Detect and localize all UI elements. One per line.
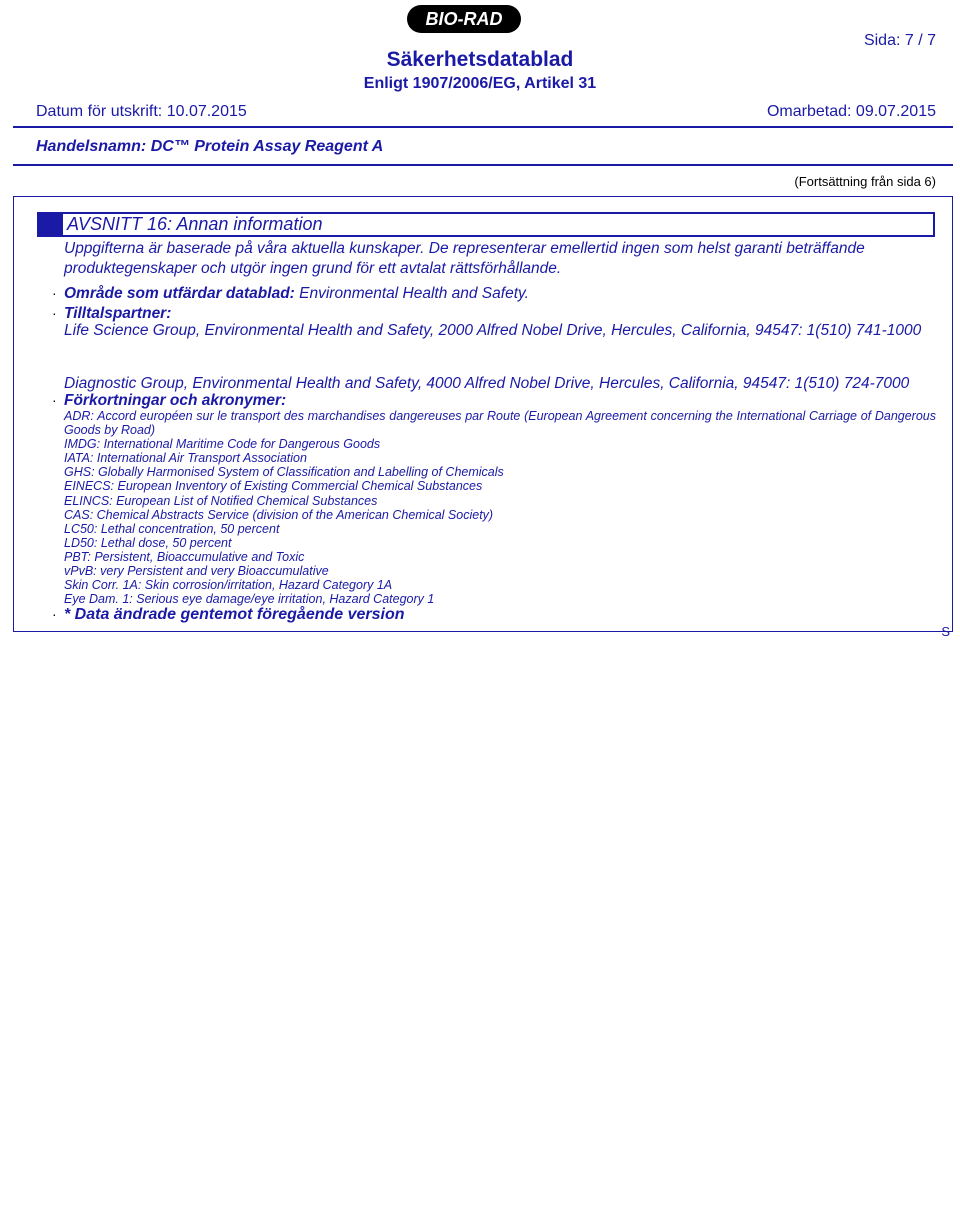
contact-label: Tilltalspartner:: [64, 305, 172, 322]
abbr-item-skin-corr: Skin Corr. 1A: Skin corrosion/irritation, Hazard Category 1A: [64, 578, 393, 593]
issuer-label: Område som utfärdar datablad:: [64, 285, 295, 302]
document-title: Säkerhetsdatablad: [386, 48, 574, 71]
abbr-item-vpvb: vPvB: very Persistent and very Bioaccumulative: [64, 564, 329, 579]
header-rule: [13, 126, 953, 128]
bio-rad-logo: [406, 4, 522, 34]
section-heading: [37, 212, 935, 237]
abbr-item-iata: IATA: International Air Transport Association: [64, 451, 307, 466]
abbr-item-lc50: LC50: Lethal concentration, 50 percent: [64, 521, 280, 536]
page-number: Sida: 7 / 7: [863, 32, 936, 49]
contact-life-science: Life Science Group, Environmental Health and Safety, 2000 Alfred Nobel Drive, Hercules, California, 94547: 1(510) 741-1000: [64, 322, 922, 339]
abbr-item-ghs: GHS: Globally Harmonised System of Classification and Labelling of Chemicals: [64, 465, 504, 480]
intro-text: Uppgifterna är baserade på våra aktuella kunskaper. De representerar emellertid ingen som helst garanti beträffande produktegenskaper och utgör ingen grund för ett avtalat rättsförhållande.: [64, 240, 865, 277]
changed-note: * Data ändrade gentemot föregående version: [64, 606, 405, 623]
abbr-item-cas: CAS: Chemical Abstracts Service (division of the American Chemical Society): [64, 507, 494, 522]
abbr-item-pbt: PBT: Persistent, Bioaccumulative and Toxic: [64, 549, 305, 564]
footer-mark: S: [941, 624, 950, 639]
abbr-item-ld50: LD50: Lethal dose, 50 percent: [64, 535, 232, 550]
abbr-item-elincs: ELINCS: European List of Notified Chemical Substances: [64, 493, 378, 508]
section-title: AVSNITT 16: Annan information: [63, 214, 933, 235]
abbr-item-einecs: EINECS: European Inventory of Existing Commercial Chemical Substances: [64, 479, 483, 494]
document-subtitle: Enligt 1907/2006/EG, Artikel 31: [363, 75, 597, 92]
issuer-value: Environmental Health and Safety.: [299, 285, 529, 302]
print-date: Datum för utskrift: 10.07.2015: [36, 103, 247, 120]
abbr-item-eye-dam: Eye Dam. 1: Serious eye damage/eye irritation, Hazard Category 1: [64, 592, 435, 607]
abbr-label: Förkortningar och akronymer:: [64, 392, 287, 409]
revised-date: Omarbetad: 09.07.2015: [766, 103, 936, 120]
abbr-item-imdg: IMDG: International Maritime Code for Dangerous Goods: [64, 437, 381, 452]
abbreviation-list: [64, 409, 936, 606]
continued-note: (Fortsättning från sida 6): [794, 174, 936, 189]
product-name: Handelsnamn: DC™ Protein Assay Reagent A: [36, 138, 384, 155]
svg-text:BIO-RAD: BIO-RAD: [425, 9, 503, 29]
product-rule: [13, 164, 953, 166]
contact-diagnostic: Diagnostic Group, Environmental Health and Safety, 4000 Alfred Nobel Drive, Hercules, California, 94547: 1(510) 724-7000: [64, 375, 910, 392]
abbr-item-adr: ADR: Accord européen sur le transport des marchandises dangereuses par Route (European Agreement concerning the International Carriage of Dangerous Goods by Road): [64, 409, 936, 438]
